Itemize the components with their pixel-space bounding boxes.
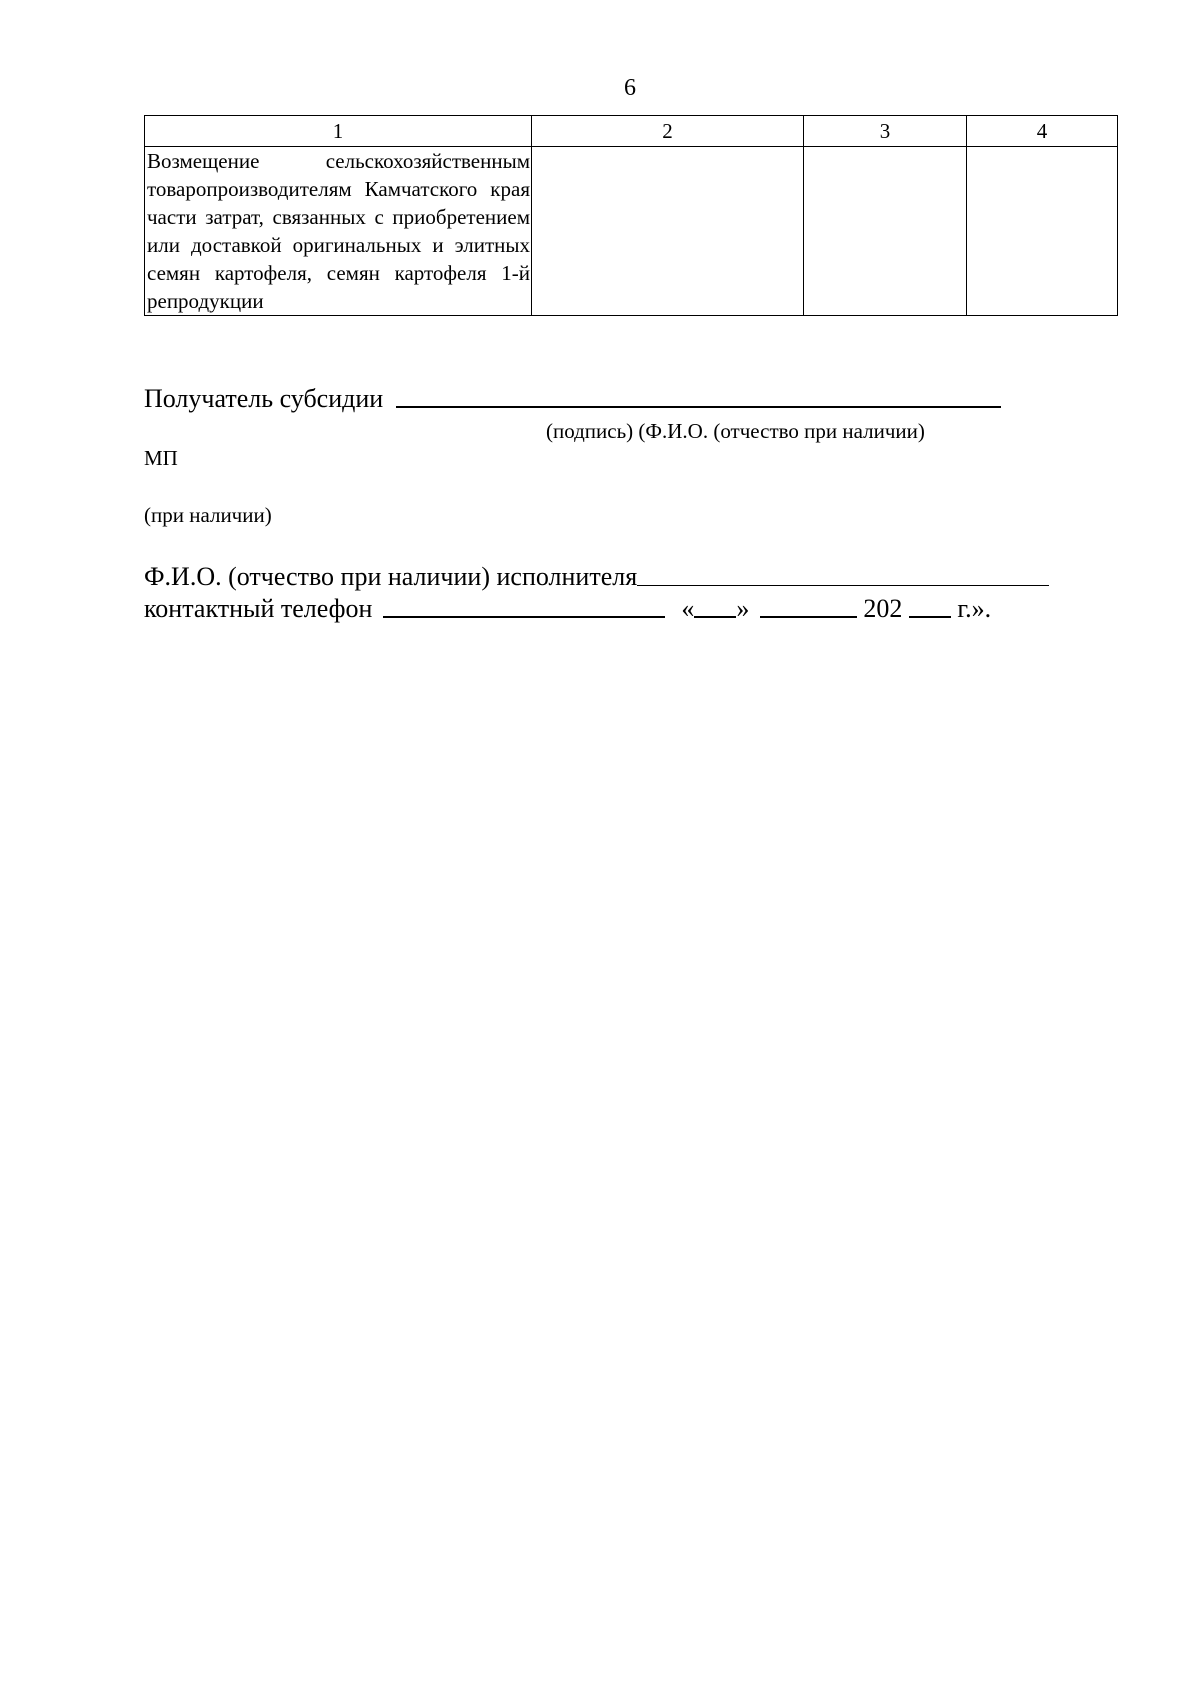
- column-header-1: 1: [145, 116, 532, 147]
- recipient-signature-blank: [396, 406, 1001, 408]
- executor-name-blank: [637, 585, 1049, 586]
- phone-label: контактный телефон: [144, 594, 373, 623]
- table-cell-col3: [804, 147, 967, 316]
- column-header-4: 4: [967, 116, 1118, 147]
- recipient-label: Получатель субсидии: [144, 384, 384, 413]
- table-cell-col4: [967, 147, 1118, 316]
- date-day-blank: [694, 616, 736, 618]
- year-prefix: 202: [863, 594, 903, 623]
- column-header-2: 2: [532, 116, 804, 147]
- stamp-label: МП: [144, 446, 178, 470]
- date-month-blank: [760, 616, 857, 618]
- recipient-line: [144, 384, 1001, 414]
- phone-date-line: [144, 594, 991, 624]
- year-suffix: г.».: [957, 594, 992, 623]
- date-close-quote: »: [736, 594, 750, 623]
- date-year-blank: [909, 616, 951, 618]
- stamp-note: (при наличии): [144, 503, 272, 527]
- table-header-row: [145, 116, 1118, 147]
- table-row: [145, 147, 1118, 316]
- phone-blank: [383, 616, 665, 618]
- signature-hint: (подпись) (Ф.И.О. (отчество при наличии): [546, 419, 925, 443]
- column-header-3: 3: [804, 116, 967, 147]
- date-open-quote: «: [681, 594, 695, 623]
- page-number: 6: [624, 75, 636, 101]
- table-cell-col2: [532, 147, 804, 316]
- executor-line: [144, 562, 1049, 592]
- form-table: [144, 115, 1118, 316]
- executor-label: Ф.И.О. (отчество при наличии) исполнителя: [144, 562, 638, 591]
- subsidy-description-cell: [145, 147, 532, 316]
- subsidy-description: Возмещение сельскохозяйственным товаропроизводителям Камчатского края части затрат, связанных с приобретением или доставкой оригинальных и элитных семян картофеля, семян картофеля 1-й репродукции: [147, 149, 530, 313]
